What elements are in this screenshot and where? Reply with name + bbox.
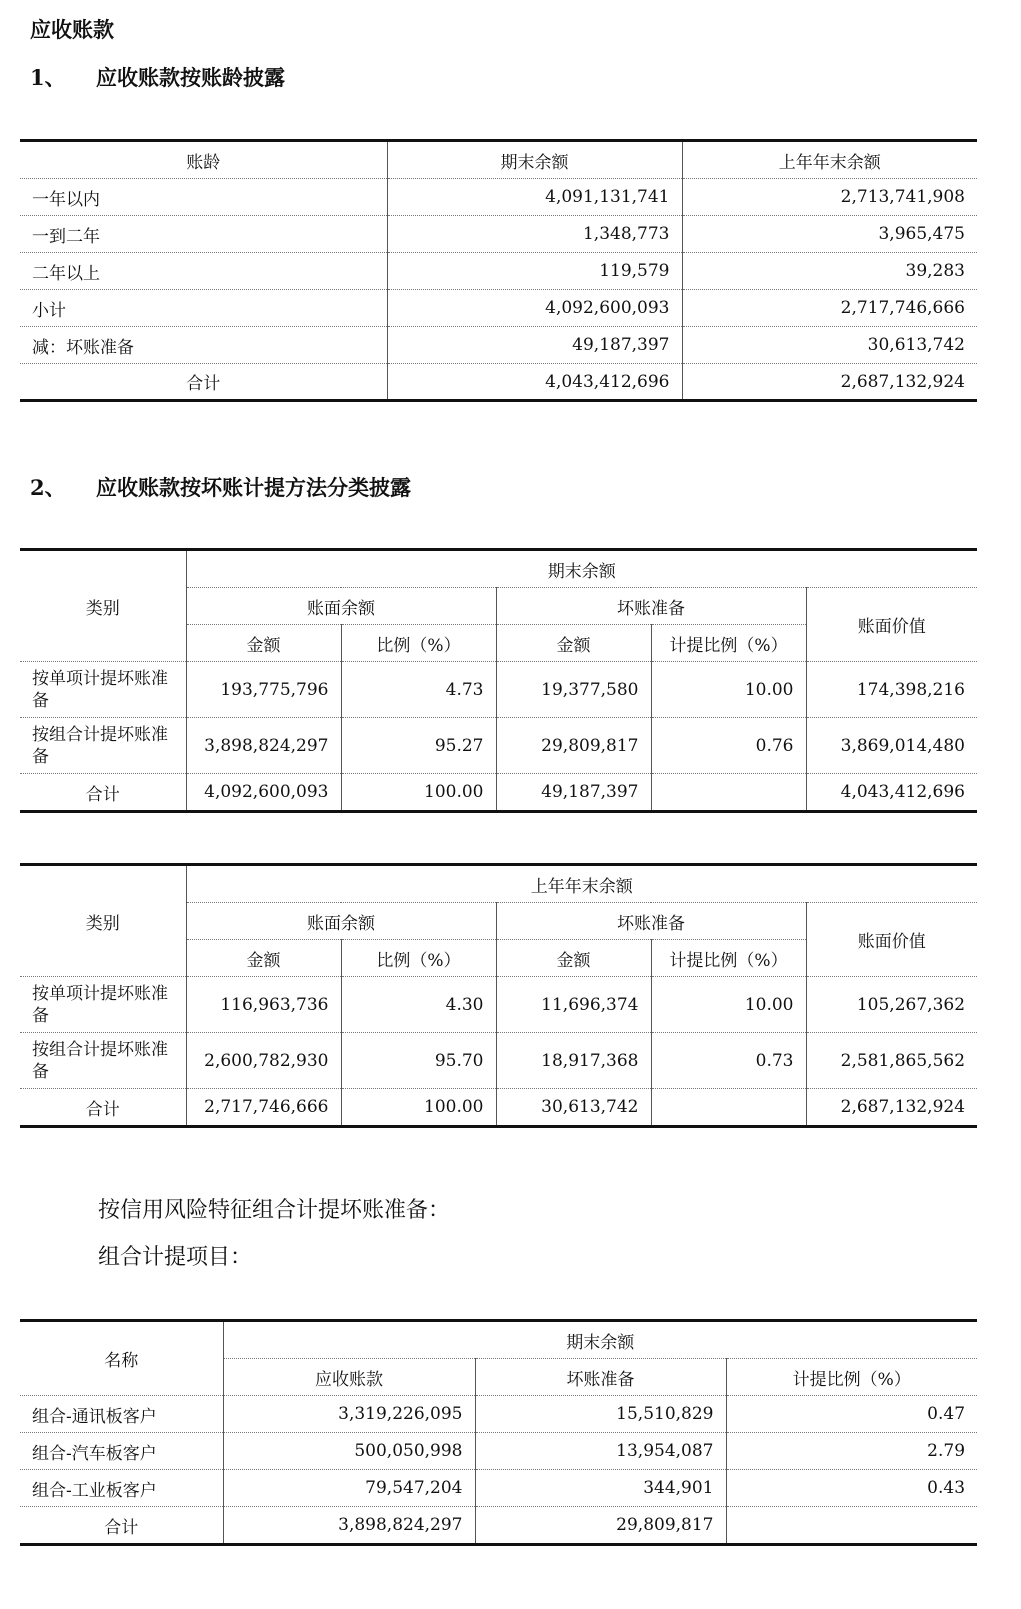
cell-value: 1,348,773 bbox=[387, 216, 682, 253]
cell-value bbox=[651, 1089, 806, 1127]
provision-ratio-header: 计提比例（%） bbox=[651, 625, 806, 662]
book-value-header: 账面价值 bbox=[806, 588, 977, 662]
cell-value: 11,696,374 bbox=[496, 977, 651, 1033]
classification-table-period-end bbox=[20, 548, 977, 813]
cell-value: 344,901 bbox=[475, 1470, 726, 1507]
cell-value: 2.79 bbox=[726, 1433, 977, 1470]
receivables-header: 应收账款 bbox=[223, 1359, 475, 1396]
row-label: 组合-工业板客户 bbox=[20, 1470, 223, 1507]
amount-header: 金额 bbox=[186, 940, 341, 977]
row-label: 合计 bbox=[20, 774, 186, 812]
prior-year-end-header: 上年年末余额 bbox=[682, 141, 977, 179]
table-row bbox=[20, 1033, 977, 1089]
amount-header: 金额 bbox=[496, 940, 651, 977]
category-header: 类别 bbox=[85, 913, 120, 934]
header-row bbox=[20, 550, 977, 588]
cell-value: 2,600,782,930 bbox=[186, 1033, 341, 1089]
cell-value: 116,963,736 bbox=[186, 977, 341, 1033]
cell-value: 0.73 bbox=[651, 1033, 806, 1089]
cell-value: 18,917,368 bbox=[496, 1033, 651, 1089]
provision-ratio-header: 计提比例（%） bbox=[726, 1359, 977, 1396]
cell-value bbox=[726, 1507, 977, 1545]
row-label: 二年以上 bbox=[20, 253, 387, 290]
cell-value: 2,687,132,924 bbox=[682, 364, 977, 401]
period-end-header: 期末余额 bbox=[387, 141, 682, 179]
row-label: 按单项计提坏账准备 bbox=[20, 662, 186, 718]
cell-value: 10.00 bbox=[651, 662, 806, 718]
table-row bbox=[20, 179, 977, 216]
cell-value: 119,579 bbox=[387, 253, 682, 290]
section-2-number: 2、 bbox=[30, 475, 66, 500]
row-label: 合计 bbox=[20, 1507, 223, 1545]
cell-value: 3,319,226,095 bbox=[223, 1396, 475, 1433]
cell-value: 4,043,412,696 bbox=[387, 364, 682, 401]
book-balance-header: 账面余额 bbox=[186, 588, 496, 625]
row-label: 一到二年 bbox=[20, 216, 387, 253]
row-label: 合计 bbox=[20, 364, 387, 401]
section-1-number: 1、 bbox=[30, 65, 66, 90]
section-2-heading bbox=[30, 472, 411, 502]
table-row bbox=[20, 327, 977, 364]
cell-value: 29,809,817 bbox=[496, 718, 651, 774]
aging-table bbox=[20, 139, 977, 402]
credit-risk-paragraph: 按信用风险特征组合计提坏账准备： bbox=[98, 1198, 451, 1223]
cell-value: 95.27 bbox=[341, 718, 496, 774]
cell-value: 4.30 bbox=[341, 977, 496, 1033]
portfolio-table bbox=[20, 1319, 977, 1546]
cell-value: 193,775,796 bbox=[186, 662, 341, 718]
cell-value: 2,581,865,562 bbox=[806, 1033, 977, 1089]
total-row bbox=[20, 1089, 977, 1127]
group-header: 上年年末余额 bbox=[186, 865, 977, 903]
cell-value: 10.00 bbox=[651, 977, 806, 1033]
aging-header: 账龄 bbox=[186, 152, 221, 173]
amount-header: 金额 bbox=[496, 625, 651, 662]
cell-value: 29,809,817 bbox=[475, 1507, 726, 1545]
cell-value: 15,510,829 bbox=[475, 1396, 726, 1433]
cell-value: 500,050,998 bbox=[223, 1433, 475, 1470]
portfolio-items-paragraph: 组合计提项目： bbox=[98, 1245, 253, 1270]
cell-value: 49,187,397 bbox=[496, 774, 651, 812]
cell-value: 4,092,600,093 bbox=[186, 774, 341, 812]
row-label: 组合-汽车板客户 bbox=[20, 1433, 223, 1470]
cell-value: 3,869,014,480 bbox=[806, 718, 977, 774]
row-label: 组合-通讯板客户 bbox=[20, 1396, 223, 1433]
book-balance-header: 账面余额 bbox=[186, 903, 496, 940]
total-row bbox=[20, 364, 977, 401]
total-row bbox=[20, 774, 977, 812]
provision-ratio-header: 计提比例（%） bbox=[651, 940, 806, 977]
page-title: 应收账款 bbox=[30, 17, 114, 42]
cell-value: 2,687,132,924 bbox=[806, 1089, 977, 1127]
cell-value: 0.76 bbox=[651, 718, 806, 774]
table-row bbox=[20, 1396, 977, 1433]
cell-value: 0.43 bbox=[726, 1470, 977, 1507]
cell-value: 2,717,746,666 bbox=[186, 1089, 341, 1127]
classification-table-prior-year bbox=[20, 863, 977, 1128]
row-label: 按组合计提坏账准备 bbox=[20, 1033, 186, 1089]
table-row bbox=[20, 1470, 977, 1507]
book-value-header: 账面价值 bbox=[806, 903, 977, 977]
header-row bbox=[20, 865, 977, 903]
cell-value: 3,898,824,297 bbox=[223, 1507, 475, 1545]
table-row bbox=[20, 216, 977, 253]
cell-value: 49,187,397 bbox=[387, 327, 682, 364]
section-2-title: 应收账款按坏账计提方法分类披露 bbox=[96, 475, 411, 500]
header-row bbox=[20, 1321, 977, 1359]
cell-value: 100.00 bbox=[341, 774, 496, 812]
bad-debt-header: 坏账准备 bbox=[475, 1359, 726, 1396]
cell-value: 100.00 bbox=[341, 1089, 496, 1127]
cell-value: 105,267,362 bbox=[806, 977, 977, 1033]
row-label: 一年以内 bbox=[20, 179, 387, 216]
cell-value: 3,898,824,297 bbox=[186, 718, 341, 774]
bad-debt-header: 坏账准备 bbox=[496, 903, 806, 940]
table-row bbox=[20, 290, 977, 327]
cell-value: 3,965,475 bbox=[682, 216, 977, 253]
table-row bbox=[20, 253, 977, 290]
group-header: 期末余额 bbox=[186, 550, 977, 588]
cell-value bbox=[651, 774, 806, 812]
cell-value: 2,717,746,666 bbox=[682, 290, 977, 327]
section-1-heading bbox=[30, 62, 285, 92]
cell-value: 4,043,412,696 bbox=[806, 774, 977, 812]
cell-value: 13,954,087 bbox=[475, 1433, 726, 1470]
cell-value: 79,547,204 bbox=[223, 1470, 475, 1507]
cell-value: 19,377,580 bbox=[496, 662, 651, 718]
cell-value: 95.70 bbox=[341, 1033, 496, 1089]
table-row bbox=[20, 718, 977, 774]
group-header: 期末余额 bbox=[223, 1321, 977, 1359]
cell-value: 174,398,216 bbox=[806, 662, 977, 718]
ratio-header: 比例（%） bbox=[341, 940, 496, 977]
row-label: 按单项计提坏账准备 bbox=[20, 977, 186, 1033]
cell-value: 4.73 bbox=[341, 662, 496, 718]
table-row bbox=[20, 662, 977, 718]
cell-value: 39,283 bbox=[682, 253, 977, 290]
cell-value: 30,613,742 bbox=[682, 327, 977, 364]
name-header: 名称 bbox=[104, 1351, 139, 1371]
row-label: 合计 bbox=[20, 1089, 186, 1127]
cell-value: 4,091,131,741 bbox=[387, 179, 682, 216]
row-label: 按组合计提坏账准备 bbox=[20, 718, 186, 774]
category-header: 类别 bbox=[85, 598, 120, 619]
table-row bbox=[20, 977, 977, 1033]
table-row bbox=[20, 1433, 977, 1470]
total-row bbox=[20, 1507, 977, 1545]
cell-value: 4,092,600,093 bbox=[387, 290, 682, 327]
ratio-header: 比例（%） bbox=[341, 625, 496, 662]
row-label: 小计 bbox=[20, 290, 387, 327]
aging-table-header bbox=[20, 141, 977, 179]
cell-value: 0.47 bbox=[726, 1396, 977, 1433]
amount-header: 金额 bbox=[186, 625, 341, 662]
cell-value: 30,613,742 bbox=[496, 1089, 651, 1127]
section-1-title: 应收账款按账龄披露 bbox=[96, 65, 285, 90]
bad-debt-header: 坏账准备 bbox=[496, 588, 806, 625]
row-label: 减：坏账准备 bbox=[20, 327, 387, 364]
cell-value: 2,713,741,908 bbox=[682, 179, 977, 216]
